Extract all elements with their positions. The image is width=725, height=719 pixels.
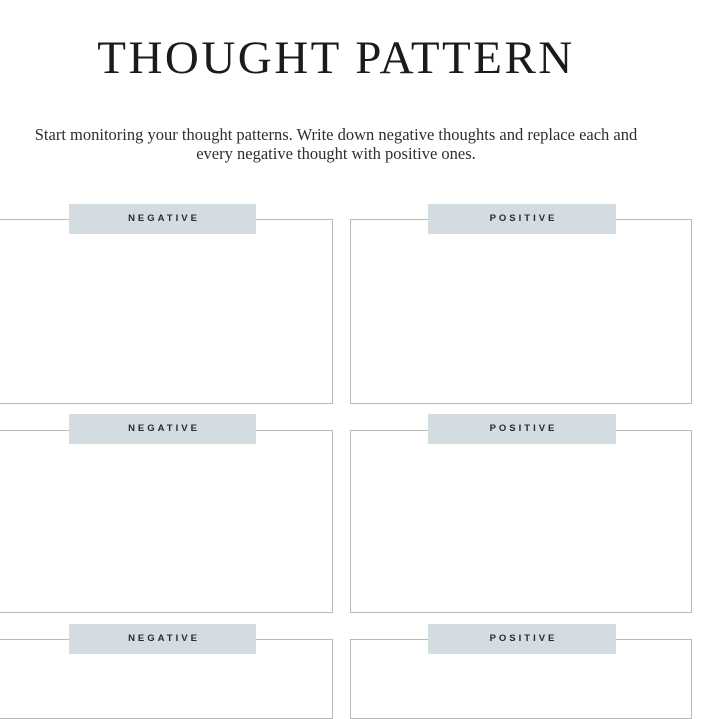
positive-label: POSITIVE — [428, 624, 616, 654]
negative-label: NEGATIVE — [69, 624, 256, 654]
negative-label: NEGATIVE — [69, 414, 256, 444]
negative-thought-box[interactable] — [0, 219, 333, 404]
positive-label: POSITIVE — [428, 414, 616, 444]
positive-thought-box[interactable] — [350, 219, 692, 404]
negative-label: NEGATIVE — [69, 204, 256, 234]
negative-thought-box[interactable] — [0, 430, 333, 613]
page-title: THOUGHT PATTERN — [97, 32, 575, 84]
page-instructions: Start monitoring your thought patterns. Write down negative thoughts and replace each and every negative thought with positive ones. — [34, 125, 638, 163]
positive-label: POSITIVE — [428, 204, 616, 234]
positive-thought-box[interactable] — [350, 430, 692, 613]
